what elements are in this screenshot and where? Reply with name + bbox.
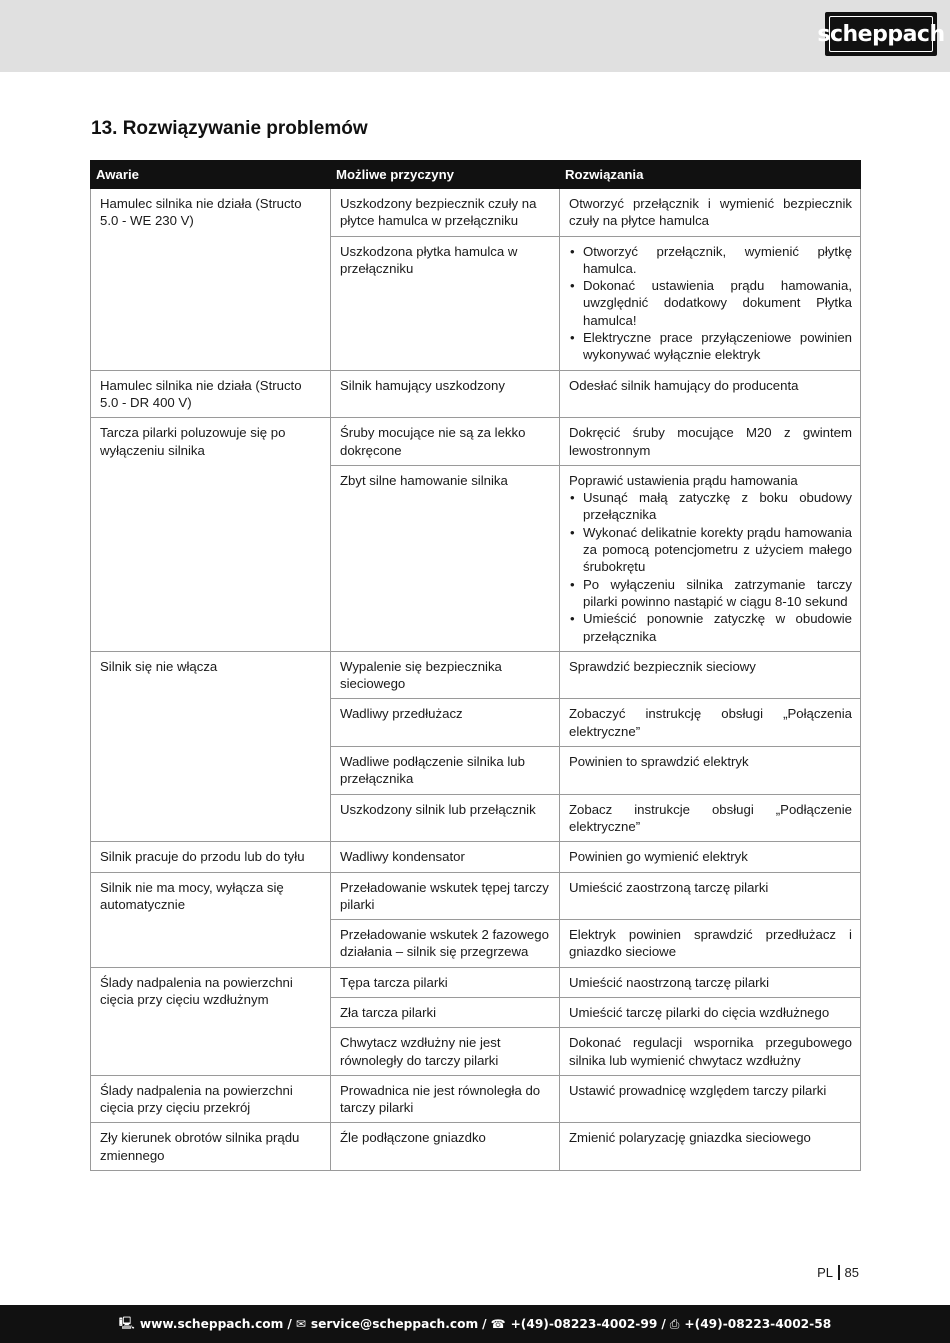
troubleshooting-table (90, 160, 861, 1171)
cause-cell: Wadliwy przedłużacz (331, 699, 560, 747)
cause-cell: Wadliwy kondensator (331, 842, 560, 872)
footer-separator: / (287, 1317, 292, 1331)
scheppach-logo: scheppach (825, 12, 937, 56)
table-row (91, 370, 861, 418)
solution-cell (560, 794, 861, 842)
cause-cell: Uszkodzony silnik lub przełącznik (331, 794, 560, 842)
solution-step: • Otworzyć przełącznik, wymienić płytkę hamulca. (569, 243, 852, 278)
solution-text: Powinien to sprawdzić elektryk (569, 754, 749, 770)
table-body (91, 189, 861, 1171)
fax-icon: ⎙ (669, 1316, 680, 1331)
cause-cell: Zła tarcza pilarki (331, 997, 560, 1027)
solution-text: Otworzyć przełącznik i wymienić bezpiecznik czuły na płytce hamulca (569, 196, 852, 229)
fault-cell: Tarcza pilarki poluzowuje się po wyłączeniu silnika (91, 418, 331, 652)
solution-cell (560, 1075, 861, 1123)
cause-cell: Chwytacz wzdłużny nie jest równoległy do tarczy pilarki (331, 1028, 560, 1076)
cause-cell: Śruby mocujące nie są za lekko dokręcone (331, 418, 560, 466)
solution-cell (560, 699, 861, 747)
page-number-value: 85 (844, 1265, 859, 1280)
solution-text: Zmienić polaryzację gniazdka sieciowego (569, 1130, 811, 1146)
table-row (91, 1123, 861, 1171)
table-row (91, 651, 861, 699)
fault-cell: Ślady nadpalenia na powierzchni cięcia przy cięciu wzdłużnym (91, 967, 331, 1075)
page-language: PL (817, 1265, 834, 1280)
solution-text: Ustawić prowadnicę względem tarczy pilarki (569, 1082, 827, 1098)
solution-cell (560, 1123, 861, 1171)
solution-cell (560, 842, 861, 872)
solution-steps (569, 243, 852, 364)
header-faults: Awarie (91, 161, 331, 189)
cause-cell: Uszkodzony bezpiecznik czuły na płytce hamulca w przełączniku (331, 189, 560, 237)
fault-cell: Ślady nadpalenia na powierzchni cięcia przy cięciu przekrój (91, 1075, 331, 1123)
table-row (91, 418, 861, 466)
table-row (91, 189, 861, 237)
cause-cell: Uszkodzona płytka hamulca w przełączniku (331, 236, 560, 370)
table-row (91, 1075, 861, 1123)
cause-cell: Przeładowanie wskutek tępej tarczy pilarki (331, 872, 560, 920)
solution-text: Powinien go wymienić elektryk (569, 849, 748, 865)
table-row (91, 872, 861, 920)
cause-cell: Tępa tarcza pilarki (331, 967, 560, 997)
solution-cell (560, 465, 861, 651)
page-number-divider (838, 1265, 840, 1280)
solution-step: • Umieścić ponownie zatyczkę w obudowie przełącznika (569, 610, 852, 645)
solution-cell (560, 920, 861, 968)
cause-cell: Zbyt silne hamowanie silnika (331, 465, 560, 651)
table-row (91, 967, 861, 997)
header-causes: Możliwe przyczyny (331, 161, 560, 189)
solution-cell (560, 747, 861, 795)
fault-cell: Hamulec silnika nie działa (Structo 5.0 - WE 230 V) (91, 189, 331, 371)
fault-cell: Hamulec silnika nie działa (Structo 5.0 - DR 400 V) (91, 370, 331, 418)
solution-cell (560, 651, 861, 699)
fault-cell: Silnik się nie włącza (91, 651, 331, 841)
solution-cell (560, 236, 861, 370)
computer-icon: 🖳 (118, 1315, 135, 1330)
envelope-icon: ✉ (295, 1317, 306, 1331)
cause-cell: Źle podłączone gniazdko (331, 1123, 560, 1171)
fault-cell: Silnik nie ma mocy, wyłącza się automatycznie (91, 872, 331, 967)
phone-icon: ☎ (490, 1317, 506, 1331)
table-header-row (91, 161, 861, 189)
cause-cell: Wypalenie się bezpiecznika sieciowego (331, 651, 560, 699)
solution-text: Dokręcić śruby mocujące M20 z gwintem lewostronnym (569, 425, 852, 458)
footer-email[interactable]: service@scheppach.com (310, 1317, 479, 1331)
solution-text: Zobaczyć instrukcję obsługi „Połączenia elektryczne” (569, 706, 852, 739)
table-row (91, 842, 861, 872)
footer-phone: +(49)-08223-4002-99 (510, 1317, 658, 1331)
solution-cell (560, 872, 861, 920)
solution-text: Zobacz instrukcje obsługi „Podłączenie elektryczne” (569, 801, 852, 834)
fault-cell: Zły kierunek obrotów silnika prądu zmiennego (91, 1123, 331, 1171)
fault-cell: Silnik pracuje do przodu lub do tyłu (91, 842, 331, 872)
solution-step: • Dokonać ustawienia prądu hamowania, uwzględnić dodatkowy dokument Płytka hamulca! (569, 277, 852, 329)
header-solutions: Rozwiązania (560, 161, 861, 189)
solution-cell (560, 997, 861, 1027)
solution-cell (560, 1028, 861, 1076)
cause-cell: Przeładowanie wskutek 2 fazowego działania – silnik się przegrzewa (331, 920, 560, 968)
solution-step: • Wykonać delikatnie korekty prądu hamowania za pomocą potencjometru z użyciem małego śrubokrętu (569, 524, 852, 576)
solution-steps (569, 489, 852, 645)
cause-cell: Wadliwe podłączenie silnika lub przełącznika (331, 747, 560, 795)
solution-cell (560, 418, 861, 466)
solution-text: Dokonać regulacji wspornika przegubowego silnika lub wymienić chwytacz wzdłużny (569, 1035, 852, 1068)
page-title: 13. Rozwiązywanie problemów (91, 118, 368, 139)
page-number (817, 1265, 859, 1280)
solution-cell (560, 370, 861, 418)
solution-text: Umieścić tarczę pilarki do cięcia wzdłużnego (569, 1004, 830, 1020)
solution-step: • Usunąć małą zatyczkę z boku obudowy przełącznika (569, 489, 852, 524)
footer-separator: / (482, 1317, 487, 1331)
solution-text: Umieścić zaostrzoną tarczę pilarki (569, 879, 769, 895)
solution-step: • Elektryczne prace przyłączeniowe powinien wykonywać wyłącznie elektryk (569, 329, 852, 364)
cause-cell: Silnik hamujący uszkodzony (331, 370, 560, 418)
solution-text: Umieścić naostrzoną tarczę pilarki (569, 974, 770, 990)
footer-website[interactable]: www.scheppach.com (139, 1317, 284, 1331)
header-band (0, 0, 950, 72)
solution-text: Sprawdzić bezpiecznik sieciowy (569, 658, 756, 674)
solution-cell (560, 189, 861, 237)
footer-bar (0, 1305, 950, 1343)
solution-step: • Po wyłączeniu silnika zatrzymanie tarczy pilarki powinno nastąpić w ciągu 8-10 sekund (569, 576, 852, 611)
cause-cell: Prowadnica nie jest równoległa do tarczy pilarki (331, 1075, 560, 1123)
solution-text: Elektryk powinien sprawdzić przedłużacz i gniazdko sieciowe (569, 927, 852, 960)
solution-text: Odesłać silnik hamujący do producenta (569, 377, 799, 393)
solution-text: Poprawić ustawienia prądu hamowania (569, 472, 798, 488)
footer-fax: +(49)-08223-4002-58 (684, 1317, 832, 1331)
footer-separator: / (661, 1317, 666, 1331)
solution-cell (560, 967, 861, 997)
